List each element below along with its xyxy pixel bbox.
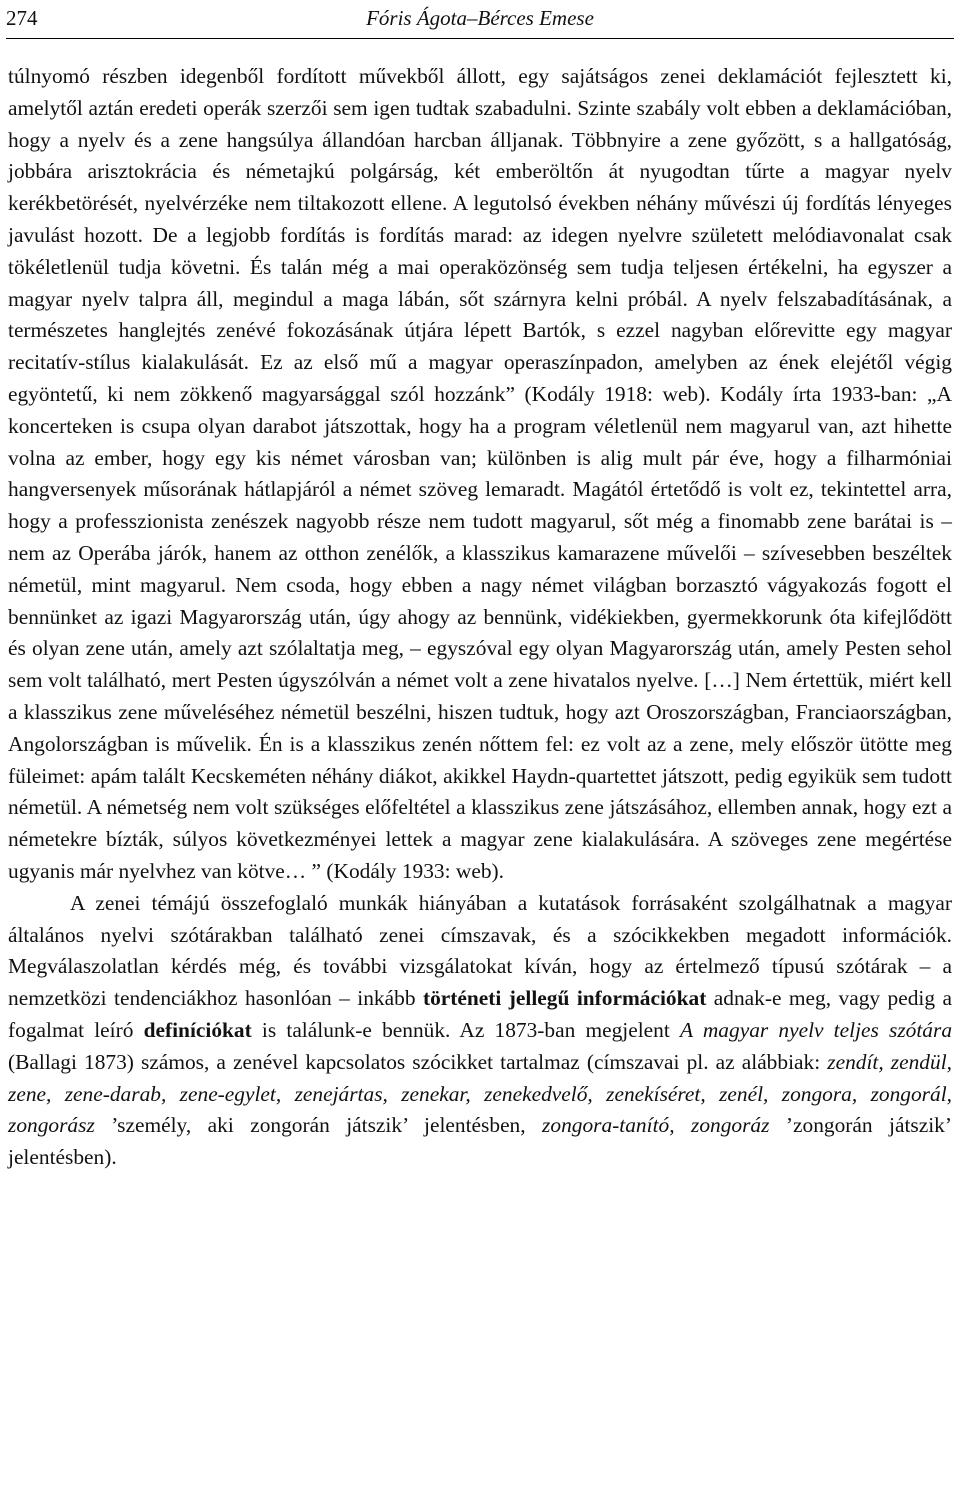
italic-headword-list: zendít, zendül, zene, zene-darab, zene-egylet, zenejártas, zenekar, zenekedvelő, zenekíséret, zenél, zongora, zongorál, zongorász: [8, 1049, 952, 1138]
bold-term-historical-info: történeti jellegű információkat: [422, 986, 707, 1011]
italic-dictionary-title: A magyar nyelv teljes szótára: [680, 1017, 953, 1042]
paragraph-dictionaries: [8, 888, 952, 1174]
text-run: ’személy, aki zongorán játszik’ jelentésben,: [94, 1113, 543, 1138]
page-header: [6, 4, 954, 39]
bold-term-definitions: definíciókat: [143, 1017, 252, 1042]
text-run: is találunk-e bennük. Az 1873-ban megjelent: [251, 1017, 680, 1042]
paragraph-quote: túlnyomó részben idegenből fordított művekből állott, egy sajátságos zenei deklamációt fejlesztett ki, amelytől aztán eredeti operák szerzői sem igen tudtak szabadulni. Szinte szabály volt ebben a deklamációban, hogy a nyelv és a zene hangsúlya állandóan harcban álljanak. Többnyire a zene győzött, s a hallgatóság, jobbára arisztokrácia és németajkú polgárság, két emberöltőn át nyugodtan tűrte a magyar nyelv kerékbetörését, nyelvérzéke nem tiltakozott ellene. A legutolsó években néhány művészi új fordítás lényeges javulást hozott. De a legjobb fordítás is fordítás marad: az idegen nyelvre született melódiavonalat csak tökéletlenül tudja követni. És talán még a mai operaközönség sem tudja teljesen értékelni, ha egyszer a magyar nyelv talpra áll, megindul a maga lábán, sőt szárnyra kelni próbál. A nyelv felszabadításának, a természetes hanglejtés zenévé fokozásának útjára lépett Bartók, s ezzel nagyban előrevitte egy magyar recitatív-stílus kialakulását. Ez az első mű a magyar operaszínpadon, amelyben az ének elejétől végig egyöntetű, ki nem zökkenő magyarsággal szól hozzánk” (Kodály 1918: web). Kodály írta 1933-ban: „A koncerteken is csupa olyan darabot játszottak, hogy ha a program véletlenül nem magyarul van, azt hihette volna az ember, hogy egy kis német városban van; különben is alig mult pár éve, hogy a filharmóniai hangversenyek műsorának hátlapjáról a német szöveg lemaradt. Magától értetődő is volt ez, tekintettel arra, hogy a professzionista zenészek nagyobb része nem tudott magyarul, sőt még a finomabb zene barátai is – nem az Operába járók, hanem az otthon zenélők, a klasszikus kamarazene művelői – szívesebben beszéltek németül, mint magyarul. Nem csoda, hogy ebben a nagy német világban borzasztó vágyakozás fogott el bennünket az igazi Magyarország után, úgy ahogy az bennünk, vidékiekben, gyermekkorunk óta kifejlődött és olyan zene után, amely azt szólaltatja meg, – egyszóval egy olyan Magyarország után, amely Pesten sehol sem volt található, mert Pesten úgyszólván a német volt a zene hivatalos nyelve. […] Nem értettük, miért kell a klasszikus zene műveléséhez németül beszélni, hiszen tudtuk, hogy azt Oroszországban, Franciaországban, Angolországban is művelik. Én is a klasszikus zenén nőttem fel: ez volt az a zene, mely először ütötte meg füleimet: apám talált Kecskeméten néhány diákot, akikkel Haydn-quartettet játszott, pedig egyikük sem tudott németül. A németség nem volt szükséges előfeltétel a klasszikus zene játszásához, ellemben annak, hogy ezt a németekre bízták, súlyos következményei lettek a magyar zene kialakulására. A szöveges zene megértése ugyanis már nyelvhez van kötve… ” (Kodály 1933: web).: [8, 64, 952, 883]
text-run: (Ballagi 1873) számos, a zenével kapcsolatos szócikket tartalmaz (címszavai pl. az alábbiak:: [8, 1049, 828, 1074]
page-number: 274: [6, 6, 38, 30]
text-run: adnak-e meg, vagy pedig a fogalmat leíró: [8, 986, 953, 1042]
running-head: Fóris Ágota–Bérces Emese: [366, 6, 594, 30]
italic-headword-list: zongora-tanító, zongoráz: [542, 1113, 770, 1138]
body-text: [8, 61, 952, 1174]
text-run: A zenei témájú összefoglaló munkák hiányában a kutatások forrásaként szolgálhatnak a magyar általános nyelvi szótárakban található zenei címszavak, és a szócikkekben megadott információk. Megválaszolatlan kérdés még, és további vizsgálatokat kíván, hogy az értelmező típusú szótárak – a nemzetközi tendenciákhoz hasonlóan – inkább: [8, 890, 952, 1011]
text-run: ’zongorán játszik’ jelentésben).: [8, 1113, 952, 1170]
